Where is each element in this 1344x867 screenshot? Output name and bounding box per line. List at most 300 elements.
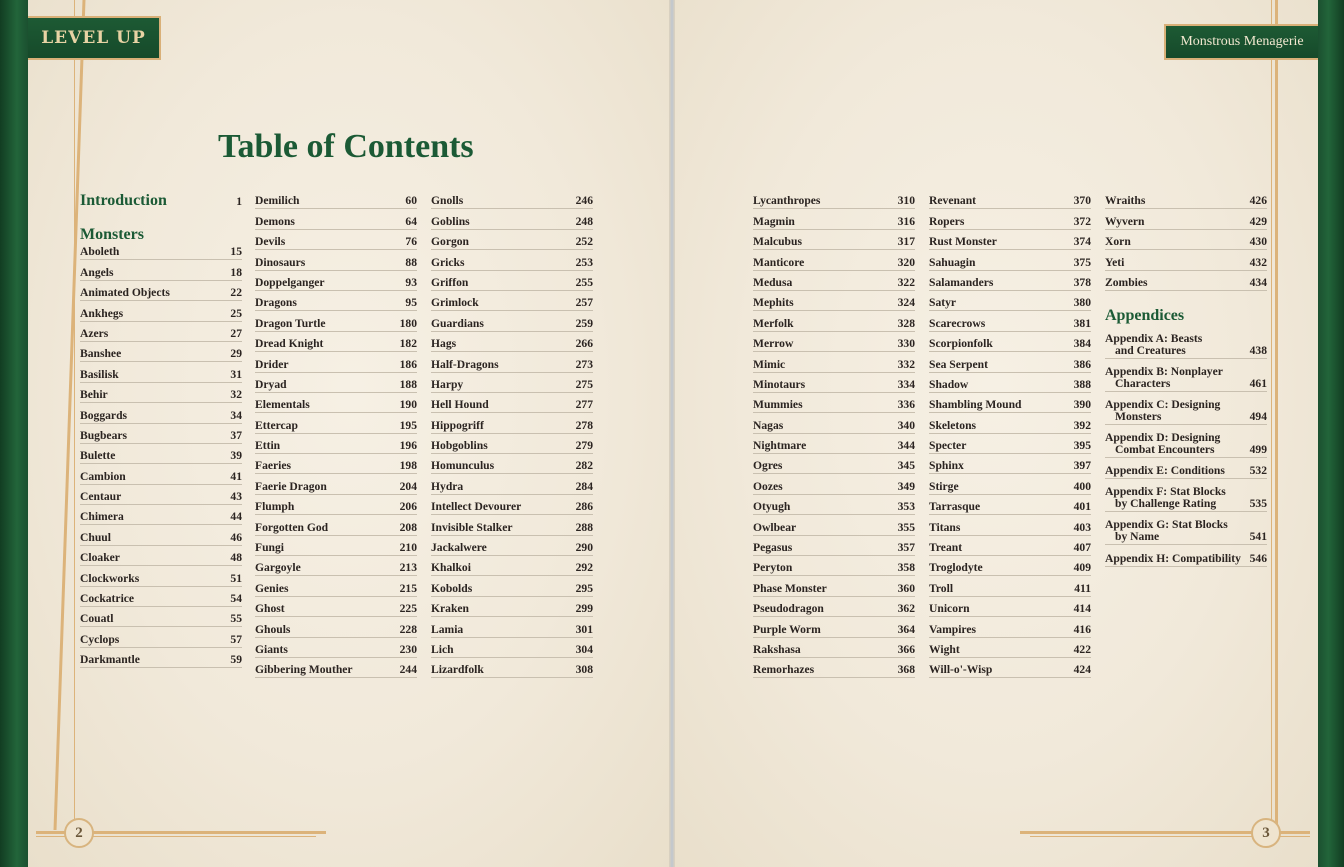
toc-entry[interactable]	[753, 618, 915, 637]
toc-entry[interactable]	[929, 292, 1091, 311]
toc-entry-name: Grimlock	[431, 296, 479, 310]
toc-entry[interactable]	[929, 435, 1091, 454]
toc-entry-page: 301	[575, 622, 593, 636]
toc-entry[interactable]	[431, 598, 593, 617]
toc-entry[interactable]	[753, 353, 915, 372]
toc-entry-name: Stirge	[929, 479, 959, 493]
toc-entry-name: Troglodyte	[929, 561, 983, 575]
toc-entry[interactable]	[929, 231, 1091, 250]
toc-entry[interactable]	[80, 261, 242, 280]
toc-entry-page: 322	[897, 275, 915, 289]
toc-entry-name: Troll	[929, 581, 954, 595]
brand-logo: LEVEL UP	[41, 28, 146, 48]
appendix-entry[interactable]	[1105, 328, 1267, 359]
toc-entry[interactable]	[255, 333, 417, 352]
toc-entry-name: Hobgoblins	[431, 439, 488, 453]
toc-entry[interactable]	[80, 506, 242, 525]
toc-entry[interactable]	[431, 577, 593, 596]
toc-entry[interactable]	[753, 272, 915, 291]
toc-entry[interactable]	[80, 425, 242, 444]
appendix-entry-page: 541	[1249, 530, 1267, 544]
toc-entry-page: 186	[399, 357, 417, 371]
toc-entry[interactable]	[255, 618, 417, 637]
appendix-entry-page: 499	[1249, 442, 1267, 456]
toc-entry[interactable]	[431, 414, 593, 433]
appendix-entry-line2: by Challenge Rating	[1115, 497, 1217, 511]
toc-entry-page: 275	[575, 377, 593, 391]
toc-entry[interactable]	[929, 210, 1091, 229]
toc-entry[interactable]	[431, 455, 593, 474]
toc-entry[interactable]	[753, 414, 915, 433]
toc-entry[interactable]	[80, 404, 242, 423]
toc-entry-introduction[interactable]	[80, 190, 242, 212]
toc-entry[interactable]	[431, 557, 593, 576]
appendix-entry[interactable]	[1105, 547, 1267, 566]
toc-entry[interactable]	[255, 557, 417, 576]
toc-entry-name: Griffon	[431, 275, 469, 289]
toc-entry-name: Banshee	[80, 347, 122, 361]
toc-entry-name: Oozes	[753, 479, 783, 493]
toc-entry-name: Cambion	[80, 469, 126, 483]
toc-entry-page: 60	[405, 194, 417, 208]
toc-entry-page: 278	[575, 418, 593, 432]
toc-entry-name: Lamia	[431, 622, 464, 636]
toc-entry-page: 255	[575, 275, 593, 289]
toc-entry[interactable]	[753, 455, 915, 474]
toc-entry[interactable]	[929, 333, 1091, 352]
toc-entry[interactable]	[929, 374, 1091, 393]
appendix-entry-line1: Appendix E: Conditions	[1105, 464, 1225, 478]
toc-entry[interactable]	[929, 577, 1091, 596]
toc-entry[interactable]	[431, 272, 593, 291]
toc-entry-name: Doppelganger	[255, 275, 325, 289]
toc-entry-page: 248	[575, 214, 593, 228]
appendix-entry[interactable]	[1105, 427, 1267, 458]
toc-entry[interactable]	[753, 333, 915, 352]
appendix-entry-line1: Appendix A: Beasts	[1105, 331, 1203, 345]
toc-entry[interactable]	[431, 659, 593, 678]
toc-entry-page: 317	[897, 235, 915, 249]
toc-entry-page: 188	[399, 377, 417, 391]
toc-entry-name: Ogres	[753, 459, 783, 473]
toc-entry[interactable]	[80, 343, 242, 362]
toc-entry-name: Specter	[929, 439, 967, 453]
toc-entry-name: Faerie Dragon	[255, 479, 327, 493]
toc-entry-page: 375	[1073, 255, 1091, 269]
page-number-left	[64, 818, 94, 848]
toc-entry-name: Elementals	[255, 398, 310, 412]
book-title-tab	[1164, 24, 1318, 60]
toc-entry-page: 41	[230, 469, 242, 483]
appendix-entry-line1: Appendix C: Designing	[1105, 397, 1221, 411]
toc-entry-name: Ettercap	[255, 418, 298, 432]
appendix-entry[interactable]	[1105, 394, 1267, 425]
toc-entry[interactable]	[255, 577, 417, 596]
toc-entry[interactable]	[753, 251, 915, 270]
toc-entry[interactable]	[255, 455, 417, 474]
appendix-entry-page: 438	[1249, 343, 1267, 357]
toc-entry-page: 320	[897, 255, 915, 269]
toc-entry[interactable]	[431, 190, 593, 209]
toc-entry[interactable]	[255, 537, 417, 556]
toc-entry[interactable]	[80, 282, 242, 301]
toc-entry[interactable]	[80, 302, 242, 321]
toc-entry-name: Rust Monster	[929, 235, 997, 249]
toc-entry[interactable]	[431, 537, 593, 556]
toc-entry-name: Cyclops	[80, 632, 120, 646]
toc-entry[interactable]	[431, 210, 593, 229]
toc-entry-page: 57	[230, 632, 242, 646]
toc-entry-page: 27	[230, 326, 242, 340]
toc-entry[interactable]	[255, 210, 417, 229]
toc-entry-page: 332	[897, 357, 915, 371]
toc-entry-name: Yeti	[1105, 255, 1125, 269]
toc-entry-page: 310	[897, 194, 915, 208]
toc-entry[interactable]	[431, 516, 593, 535]
toc-entry[interactable]	[80, 649, 242, 668]
toc-entry-page: 390	[1073, 398, 1091, 412]
toc-entry-name: Zombies	[1105, 275, 1148, 289]
toc-entry[interactable]	[255, 312, 417, 331]
toc-entry-name: Mummies	[753, 398, 803, 412]
toc-entry-name: Goblins	[431, 214, 470, 228]
toc-entry-name: Satyr	[929, 296, 957, 310]
toc-entry-name: Centaur	[80, 490, 122, 504]
toc-entry-page: 392	[1073, 418, 1091, 432]
toc-entry[interactable]	[431, 292, 593, 311]
toc-column-6	[1105, 190, 1267, 568]
toc-entry-name: Shambling Mound	[929, 398, 1022, 412]
toc-entry-page: 253	[575, 255, 593, 269]
appendix-entry-line2: and Creatures	[1115, 343, 1186, 357]
toc-entry-name: Skeletons	[929, 418, 977, 432]
toc-entry-page: 215	[399, 581, 417, 595]
toc-entry-name: Manticore	[753, 255, 805, 269]
toc-entry-name: Lycanthropes	[753, 194, 821, 208]
toc-entry-page: 180	[399, 316, 417, 330]
appendix-entry-name	[1105, 366, 1250, 390]
toc-entry[interactable]	[255, 414, 417, 433]
toc-entry-name: Ettin	[255, 439, 281, 453]
appendix-entry-line2: Monsters	[1115, 409, 1162, 423]
toc-entry-name: Titans	[929, 520, 961, 534]
toc-entry-name: Vampires	[929, 622, 977, 636]
toc-entry[interactable]	[255, 496, 417, 515]
toc-entry-name: Intellect Devourer	[431, 500, 522, 514]
toc-entry[interactable]	[753, 577, 915, 596]
toc-entry-name: Remorhazes	[753, 663, 815, 677]
toc-entry-name: Mimic	[753, 357, 786, 371]
appendix-entry-page: 461	[1249, 376, 1267, 390]
toc-entry[interactable]	[929, 598, 1091, 617]
toc-entry-page: 279	[575, 439, 593, 453]
toc-entry[interactable]	[80, 465, 242, 484]
toc-entry-page: 64	[405, 214, 417, 228]
toc-entry[interactable]	[80, 323, 242, 342]
toc-entry-name: Chimera	[80, 510, 124, 524]
page-number-left-label: 2	[75, 824, 83, 841]
toc-entry[interactable]	[753, 312, 915, 331]
toc-entry[interactable]	[1105, 272, 1267, 291]
toc-entry-page: 381	[1073, 316, 1091, 330]
toc-entry-name: Cockatrice	[80, 592, 135, 606]
toc-entry-page: 266	[575, 337, 593, 351]
appendix-entry[interactable]	[1105, 514, 1267, 545]
toc-entry[interactable]	[929, 190, 1091, 209]
toc-entry[interactable]	[753, 231, 915, 250]
toc-entry[interactable]	[753, 659, 915, 678]
toc-entry[interactable]	[255, 659, 417, 678]
toc-entry[interactable]	[753, 374, 915, 393]
toc-entry[interactable]	[929, 618, 1091, 637]
toc-entry[interactable]	[753, 516, 915, 535]
toc-entry[interactable]	[929, 516, 1091, 535]
toc-entry-name: Gibbering Mouther	[255, 663, 353, 677]
toc-entry-name: Shadow	[929, 377, 969, 391]
toc-entry-name: Chuul	[80, 530, 111, 544]
toc-entry-page: 34	[230, 408, 242, 422]
toc-entry-name: Ghost	[255, 602, 285, 616]
toc-entry-page: 210	[399, 541, 417, 555]
toc-entry[interactable]	[80, 588, 242, 607]
toc-entry-page: 206	[399, 500, 417, 514]
toc-entry-page: 353	[897, 500, 915, 514]
toc-entry[interactable]	[255, 639, 417, 658]
toc-entry[interactable]	[929, 312, 1091, 331]
toc-entry-name: Faeries	[255, 459, 292, 473]
toc-entry-name: Wyvern	[1105, 214, 1145, 228]
toc-list-col5	[929, 190, 1091, 678]
toc-entry-page: 76	[405, 235, 417, 249]
toc-entry-page: 407	[1073, 541, 1091, 555]
toc-entry-name: Basilisk	[80, 367, 119, 381]
toc-entry[interactable]	[753, 496, 915, 515]
toc-entry-name: Wight	[929, 642, 960, 656]
toc-entry[interactable]	[80, 363, 242, 382]
toc-entry[interactable]	[753, 475, 915, 494]
toc-entry[interactable]	[929, 251, 1091, 270]
toc-entry-page: 432	[1249, 255, 1267, 269]
toc-entry-name: Scarecrows	[929, 316, 986, 330]
toc-entry[interactable]	[929, 414, 1091, 433]
toc-entry-name: Nightmare	[753, 439, 807, 453]
toc-entry-page: 345	[897, 459, 915, 473]
toc-entry-name: Wraiths	[1105, 194, 1146, 208]
toc-entry[interactable]	[80, 486, 242, 505]
toc-entry[interactable]	[1105, 190, 1267, 209]
toc-entry-page: 29	[230, 347, 242, 361]
toc-entry-page: 358	[897, 561, 915, 575]
appendix-entry[interactable]	[1105, 481, 1267, 512]
toc-entry[interactable]	[255, 251, 417, 270]
toc-entry[interactable]	[753, 210, 915, 229]
appendices-heading: Appendices	[1105, 306, 1185, 324]
toc-entry[interactable]	[431, 312, 593, 331]
toc-entry[interactable]	[431, 475, 593, 494]
toc-entry-page: 292	[575, 561, 593, 575]
toc-entry-page: 416	[1073, 622, 1091, 636]
toc-entry-name: Pseudodragon	[753, 602, 824, 616]
monsters-heading: Monsters	[80, 226, 144, 243]
toc-entry[interactable]	[929, 557, 1091, 576]
introduction-label: Introduction	[80, 192, 167, 209]
toc-entry-page: 388	[1073, 377, 1091, 391]
toc-entry[interactable]	[929, 496, 1091, 515]
toc-entry[interactable]	[431, 394, 593, 413]
toc-entry-page: 349	[897, 479, 915, 493]
toc-entry-name: Merrow	[753, 337, 794, 351]
toc-entry[interactable]	[255, 394, 417, 413]
toc-entry-page: 37	[230, 428, 242, 442]
book-cover-right	[1318, 0, 1344, 867]
appendix-entry[interactable]	[1105, 460, 1267, 479]
toc-entry[interactable]	[255, 516, 417, 535]
toc-entry[interactable]	[929, 537, 1091, 556]
toc-entry[interactable]	[929, 659, 1091, 678]
appendix-entry-line2: by Name	[1115, 530, 1160, 544]
toc-entry[interactable]	[753, 190, 915, 209]
toc-entry-name: Giants	[255, 642, 288, 656]
toc-entry-name: Drider	[255, 357, 289, 371]
toc-entry-name: Genies	[255, 581, 289, 595]
toc-column-5	[929, 190, 1091, 679]
toc-entry-name: Owlbear	[753, 520, 797, 534]
toc-entry-page: 397	[1073, 459, 1091, 473]
toc-entry[interactable]	[1105, 210, 1267, 229]
toc-entry[interactable]	[753, 292, 915, 311]
toc-entry[interactable]	[80, 384, 242, 403]
toc-entry[interactable]	[431, 231, 593, 250]
toc-entry-page: 282	[575, 459, 593, 473]
toc-entry[interactable]	[753, 435, 915, 454]
toc-entry-name: Behir	[80, 388, 108, 402]
toc-entry[interactable]	[255, 598, 417, 617]
toc-entry-page: 93	[405, 275, 417, 289]
toc-entry-name: Guardians	[431, 316, 484, 330]
toc-entry-name: Aboleth	[80, 245, 120, 259]
toc-entry-name: Hags	[431, 337, 457, 351]
toc-entry-page: 244	[399, 663, 417, 677]
toc-entry-name: Darkmantle	[80, 653, 140, 667]
toc-entry-name: Tarrasque	[929, 500, 981, 514]
toc-entry[interactable]	[753, 557, 915, 576]
toc-entry-page: 31	[230, 367, 242, 381]
toc-entry[interactable]	[80, 628, 242, 647]
toc-entry-name: Gargoyle	[255, 561, 301, 575]
toc-entry-page: 46	[230, 530, 242, 544]
appendix-entry-name	[1105, 432, 1250, 456]
toc-entry[interactable]	[753, 639, 915, 658]
toc-entry-page: 59	[230, 653, 242, 667]
appendix-entry-name	[1105, 519, 1250, 543]
toc-entry[interactable]	[255, 292, 417, 311]
toc-entry[interactable]	[255, 190, 417, 209]
toc-entry-page: 401	[1073, 500, 1091, 514]
toc-entry[interactable]	[929, 394, 1091, 413]
toc-entry-name: Lich	[431, 642, 454, 656]
toc-entry-page: 198	[399, 459, 417, 473]
toc-entry[interactable]	[929, 272, 1091, 291]
toc-entry[interactable]	[753, 537, 915, 556]
toc-entry[interactable]	[753, 394, 915, 413]
toc-entry[interactable]	[929, 639, 1091, 658]
toc-entry[interactable]	[255, 475, 417, 494]
toc-entry-page: 384	[1073, 337, 1091, 351]
toc-entry-page: 366	[897, 642, 915, 656]
toc-entry[interactable]	[431, 639, 593, 658]
toc-entry-name: Sea Serpent	[929, 357, 988, 371]
toc-entry-page: 304	[575, 642, 593, 656]
toc-entry-page: 434	[1249, 275, 1267, 289]
toc-entry-name: Dryad	[255, 377, 287, 391]
toc-entry[interactable]	[255, 374, 417, 393]
toc-entry-page: 44	[230, 510, 242, 524]
toc-entry-page: 378	[1073, 275, 1091, 289]
toc-entry-page: 39	[230, 449, 242, 463]
toc-entry[interactable]	[255, 272, 417, 291]
toc-entry[interactable]	[431, 353, 593, 372]
toc-entry-name: Devils	[255, 235, 286, 249]
toc-entry[interactable]	[80, 608, 242, 627]
toc-entry[interactable]	[255, 435, 417, 454]
toc-entry-page: 257	[575, 296, 593, 310]
toc-entry[interactable]	[431, 496, 593, 515]
toc-entry[interactable]	[80, 526, 242, 545]
toc-entry[interactable]	[255, 231, 417, 250]
toc-entry[interactable]	[431, 374, 593, 393]
toc-entry-page: 328	[897, 316, 915, 330]
appendix-entry-line1: Appendix H: Compatibility	[1105, 551, 1241, 565]
toc-entry[interactable]	[753, 598, 915, 617]
toc-entry[interactable]	[929, 455, 1091, 474]
toc-entry-name: Harpy	[431, 377, 464, 391]
toc-column-1	[80, 190, 242, 669]
toc-entry[interactable]	[431, 435, 593, 454]
toc-entry[interactable]	[80, 547, 242, 566]
toc-entry-page: 370	[1073, 194, 1091, 208]
toc-entry[interactable]	[431, 618, 593, 637]
toc-entry[interactable]	[80, 445, 242, 464]
toc-entry-name: Khalkoi	[431, 561, 471, 575]
toc-entry[interactable]	[929, 475, 1091, 494]
toc-entry[interactable]	[1105, 231, 1267, 250]
toc-entry-page: 386	[1073, 357, 1091, 371]
toc-entry-page: 288	[575, 520, 593, 534]
toc-entry[interactable]	[80, 567, 242, 586]
toc-entry-page: 208	[399, 520, 417, 534]
toc-entry-name: Angels	[80, 265, 114, 279]
toc-entry[interactable]	[431, 251, 593, 270]
toc-entry-page: 95	[405, 296, 417, 310]
appendix-entry-name	[1105, 552, 1250, 565]
toc-entry[interactable]	[1105, 251, 1267, 270]
toc-entry-page: 25	[230, 306, 242, 320]
toc-entry-page: 380	[1073, 296, 1091, 310]
toc-entry-name: Bulette	[80, 449, 116, 463]
toc-entry-page: 324	[897, 296, 915, 310]
appendix-entry-line1: Appendix D: Designing	[1105, 430, 1221, 444]
toc-entry-name: Demilich	[255, 194, 300, 208]
toc-entry-page: 334	[897, 377, 915, 391]
toc-entry-page: 299	[575, 602, 593, 616]
toc-entry[interactable]	[929, 353, 1091, 372]
appendix-entry-name	[1105, 486, 1250, 510]
toc-entry-page: 246	[575, 194, 593, 208]
appendix-entry[interactable]	[1105, 361, 1267, 392]
toc-entry[interactable]	[255, 353, 417, 372]
toc-entry[interactable]	[431, 333, 593, 352]
toc-entry-name: Treant	[929, 541, 963, 555]
